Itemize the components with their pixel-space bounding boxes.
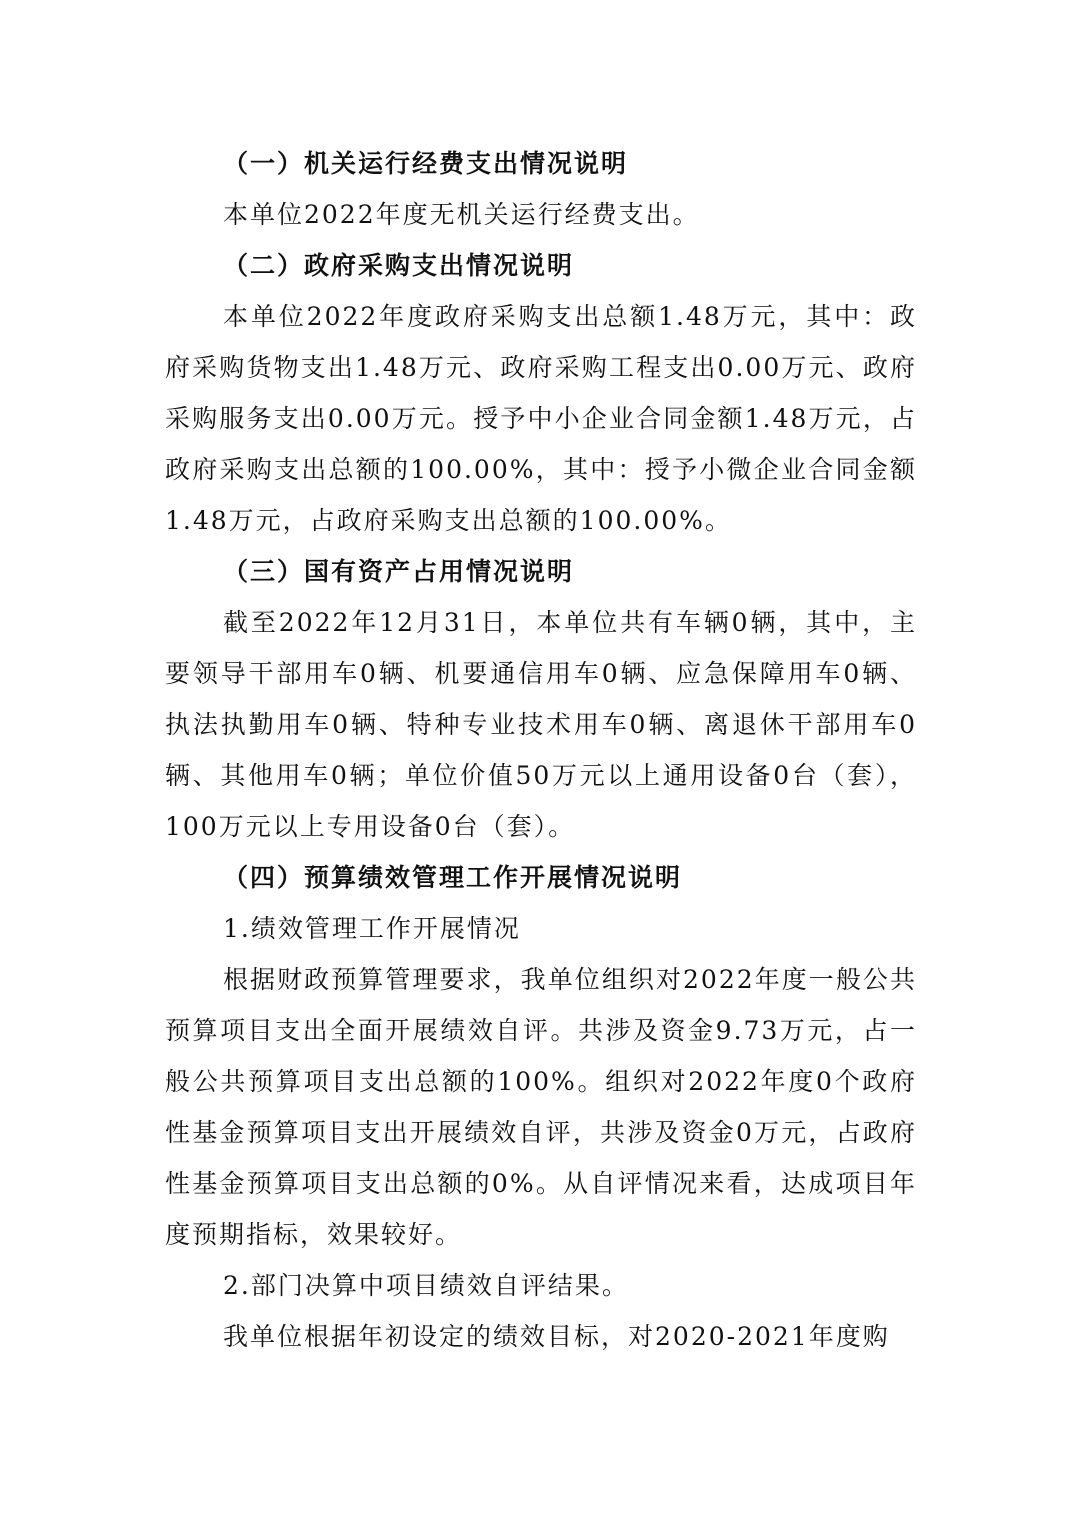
paragraph-government-procurement: 本单位2022年度政府采购支出总额1.48万元，其中：政府采购货物支出1.48万元、政府采购工程支出0.00万元、政府采购服务支出0.00万元。授予中小企业合同金额1.48万元，占政府采购支出总额的100.00%，其中：授予小微企业合同金额1.48万元，占政府采购支出总额的100.00%。 [165, 302, 917, 535]
paragraph-performance-work: 根据财政预算管理要求，我单位组织对2022年度一般公共预算项目支出全面开展绩效自评。共涉及资金9.73万元，占一般公共预算项目支出总额的100%。组织对2022年度0个政府性基金预算项目支出开展绩效自评，共涉及资金0万元，占政府性基金预算项目支出总额的0%。从自评情况来看，达成项目年度预期指标，效果较好。 [165, 965, 917, 1249]
paragraph-state-assets: 截至2022年12月31日，本单位共有车辆0辆，其中，主要领导干部用车0辆、机要通信用车0辆、应急保障用车0辆、执法执勤用车0辆、特种专业技术用车0辆、离退休干部用车0辆、其他用车0辆；单位价值50万元以上通用设备0台（套），100万元以上专用设备0台（套）。 [165, 608, 917, 841]
section-heading-state-assets: （三）国有资产占用情况说明 [223, 557, 575, 586]
document-body [165, 138, 917, 1362]
subsection-title-performance-work: 1.绩效管理工作开展情况 [223, 914, 521, 943]
subsection-title-self-evaluation-results: 2.部门决算中项目绩效自评结果。 [223, 1271, 629, 1300]
section-heading-performance-management: （四）预算绩效管理工作开展情况说明 [223, 863, 683, 892]
section-heading-government-procurement: （二）政府采购支出情况说明 [223, 251, 575, 280]
section-heading-operating-expenses: （一）机关运行经费支出情况说明 [223, 149, 629, 178]
paragraph-operating-expenses: 本单位2022年度无机关运行经费支出。 [223, 200, 700, 229]
paragraph-self-evaluation-results: 我单位根据年初设定的绩效目标，对2020-2021年度购 [223, 1322, 890, 1351]
